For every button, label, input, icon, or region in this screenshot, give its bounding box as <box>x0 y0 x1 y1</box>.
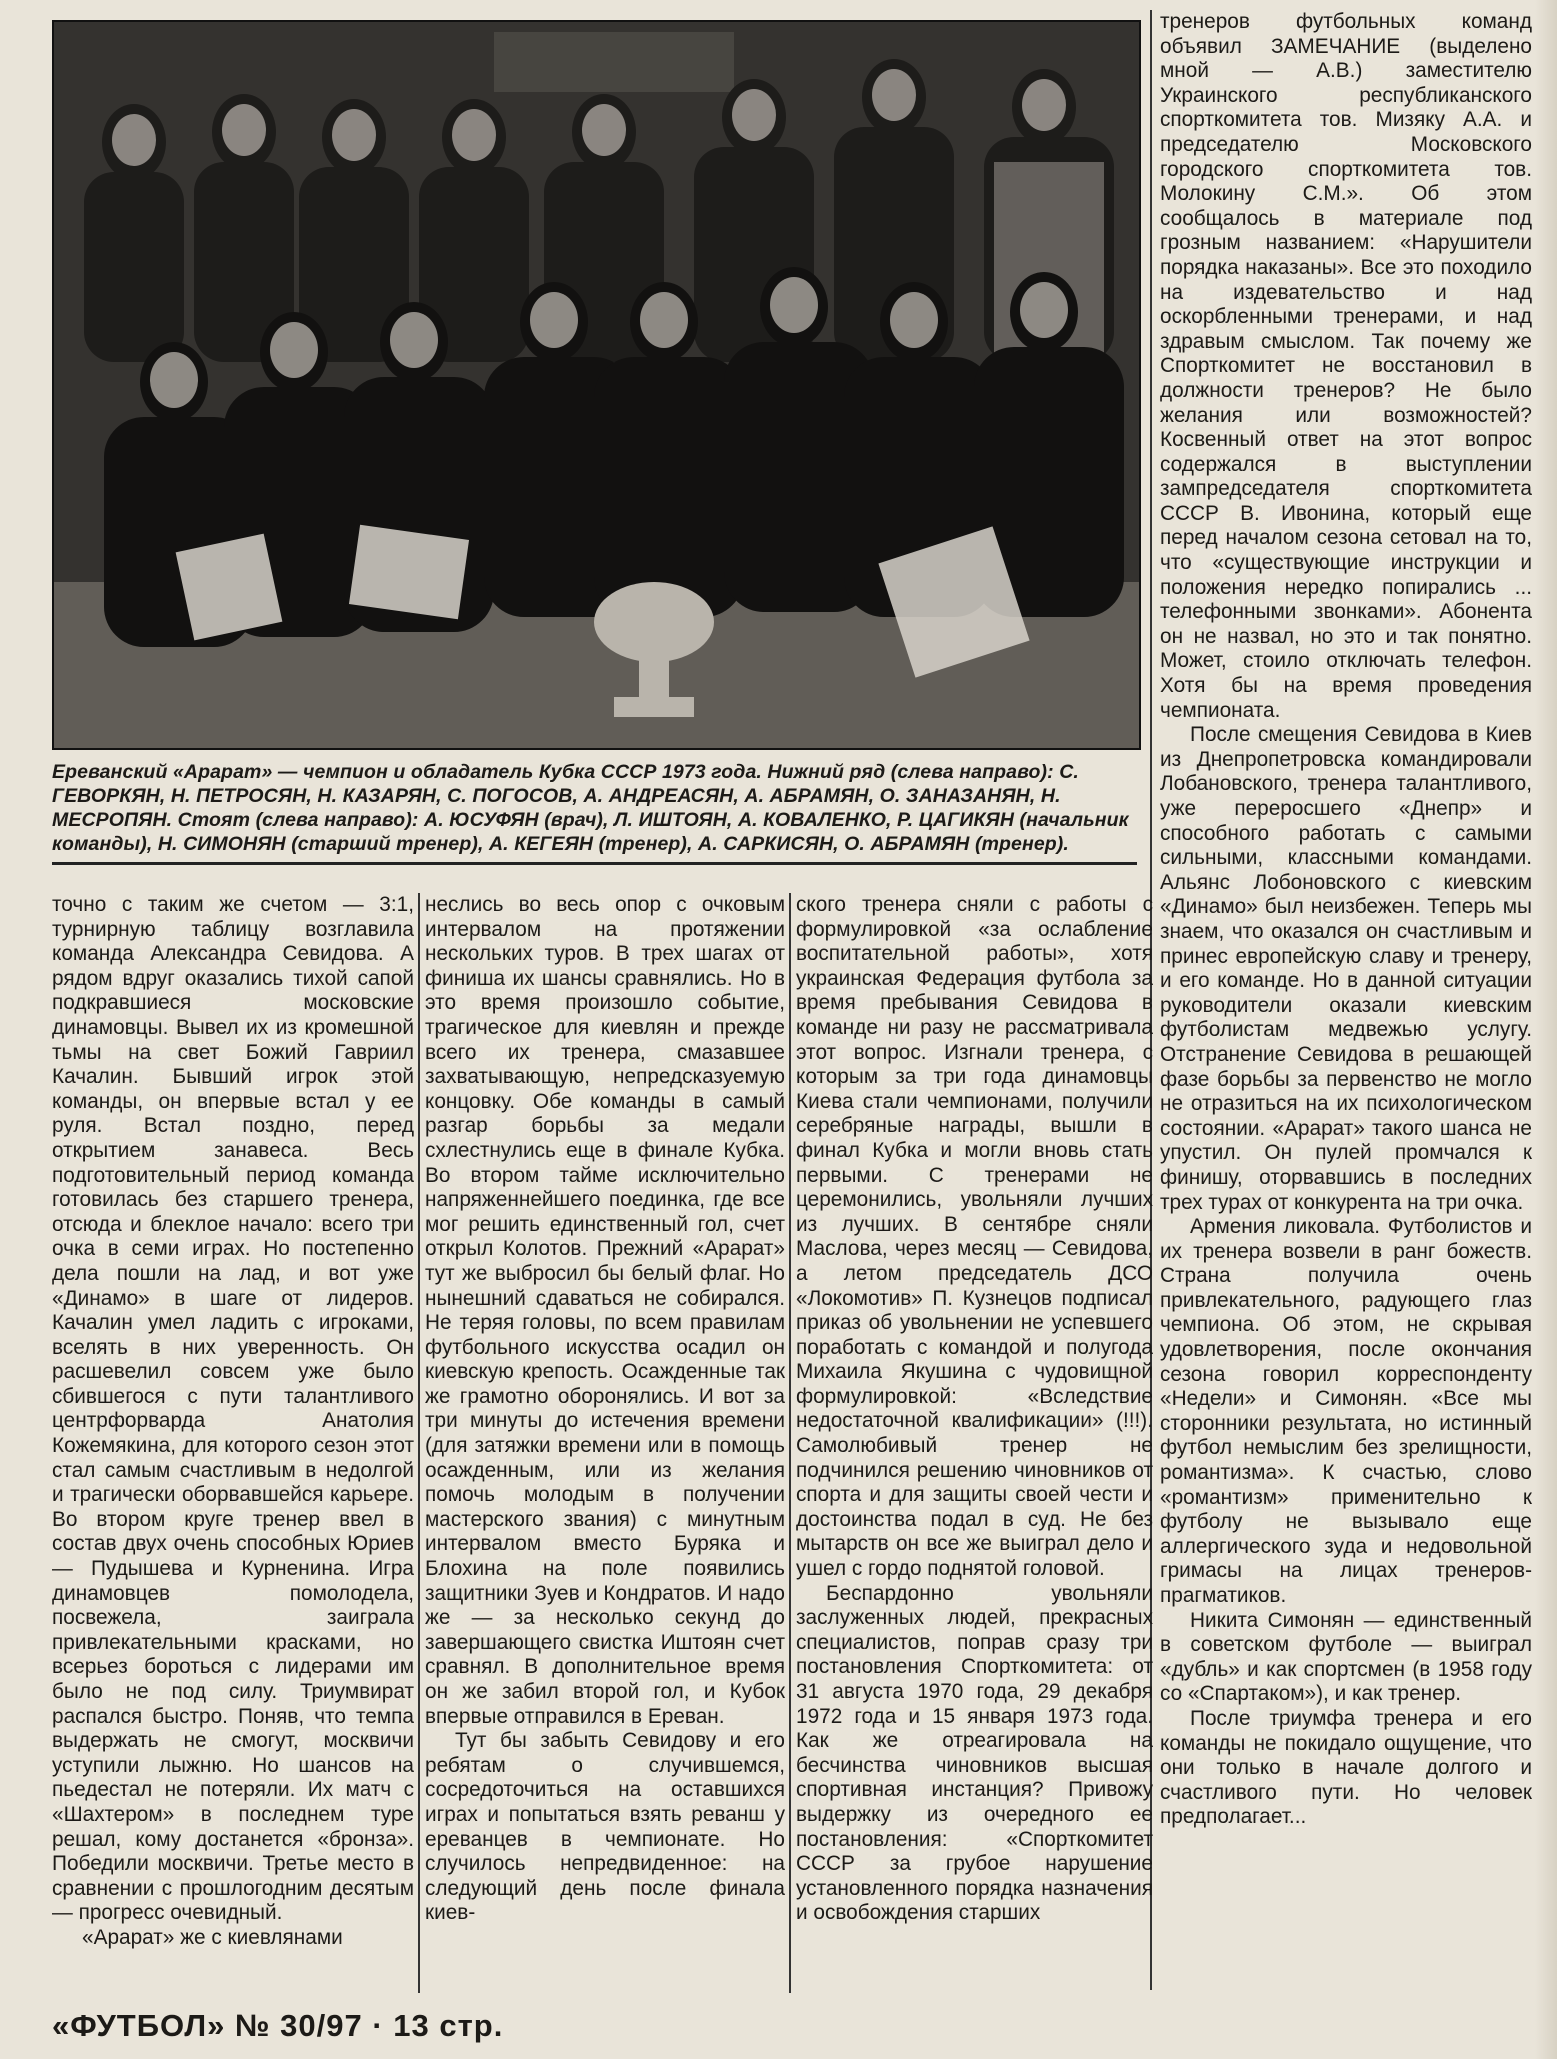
article-column-right <box>1160 10 1532 1830</box>
paragraph: Тут бы забыть Севидову и его ребятам о случившемся, сосредоточиться на оставшихся играх и попытаться взять реванш у ереванцев в чемпионате. Но случилось непредвиденное: на следующий день после финала киев- <box>425 1729 785 1925</box>
paragraph: «Арарат» же с киевлянами <box>82 1925 343 1949</box>
page-footer: «ФУТБОЛ» № 30/97 · 13 стр. <box>52 2008 504 2043</box>
photo-caption: Ереванский «Арарат» — чемпион и обладатель Кубка СССР 1973 года. Нижний ряд (слева направо): С. ГЕВОРКЯН, Н. ПЕТРОСЯН, Н. КАЗАРЯН, С. ПОГОСОВ, А. АНДРЕАСЯН, А. АБРАМЯН, О. ЗАНАЗАНЯН, Н. МЕСРОПЯН. Стоят (слева направо): А. ЮСУФЯН (врач), Л. ИШТОЯН, А. КОВАЛЕНКО, Р. ЦАГИКЯН (начальник команды), Н. СИМОНЯН (старший тренер), А. КЕГЕЯН (тренер), А. САРКИСЯН, О. АБРАМЯН (тренер). <box>52 761 1129 855</box>
paragraph: Никита Симонян — единственный в советском футболе — выиграл «дубль» и как спортсмен (в 1958 году со «Спартаком»), и как тренер. <box>1160 1608 1532 1706</box>
article-column-1 <box>52 893 414 1951</box>
paragraph: После смещения Севидова в Киев из Днепропетровска командировали Лобановского, тренера талантливого, уже переросшего «Днепр» и способного работать с самыми сильными, классными командами. Альянс Лобоновского с киевским «Динамо» был неизбежен. Теперь мы знаем, что оказался он счастливым и принес европейскую славу и тренеру, и его команде. Но в данной ситуации руководители оказали киевским футболистам медвежью услугу. Отстранение Севидова в решающей фазе борьбы за первенство не могло не отразиться на их психологическом состоянии. «Арарат» такого шанса не упустил. Он пулей промчался к финишу, оторвавшись в последних трех турах от конкурента на три очка. <box>1160 723 1532 1214</box>
team-photo-icon <box>54 22 1139 748</box>
article-column-2 <box>425 893 785 1926</box>
paragraph: ского тренера сняли с работы с формулировкой «за ослабление воспитательной работы», хотя украинская Федерация футбола за время пребывания Севидова в команде ни разу не рассматривала этот вопрос. Изгнали тренера, с которым за три года динамовцы Киева стали чемпионами, получили серебряные награды, вышли в финал Кубка и могли вновь стать первыми. С тренерами не церемонились, увольняли лучших из лучших. В сентябре сняли Маслова, через месяц — Севидова, а летом председатель ДСО «Локомотив» П. Кузнецов подписал приказ об увольнении не успевшего поработать с командой и полугода Михаила Якушина с чудовищной формулировкой: «Вследствие недостаточной квалификации» (!!!). Самолюбивый тренер не подчинился решению чиновников от спорта и для защиты своей чести и достоинства подал в суд. Не без мытарств он все же выиграл дело и ушел с гордо поднятой головой. <box>796 893 1153 1581</box>
paragraph: тренеров футбольных команд объявил ЗАМЕЧАНИЕ (выделено мной — А.В.) заместителю Украинского республиканского спорткомитета тов. Мизяку А.А. и председателю Московского городского спорткомитета тов. Молокину С.М.». Об этом сообщалось в материале под грозным названием: «Нарушители порядка наказаны». Все это походило на издевательство и над оскорбленными тренерами, и над здравым смыслом. Так почему же Спорткомитет не восстановил в должности тренеров? Не было желания или возможностей? Косвенный ответ на этот вопрос содержался в выступлении зампредседателя спорткомитета СССР В. Ивонина, который еще перед началом сезона сетовал на то, что «существующие инструкции и положения нередко попирались ... телефонными звонками». Абонента он не назвал, но это и так понятно. Может, стоило отключать телефон. Хотя бы на время проведения чемпионата. <box>1160 10 1532 722</box>
column-divider <box>789 893 791 1993</box>
paragraph: Беспардонно увольняли заслуженных людей, прекрасных специалистов, поправ сразу три постановления Спорткомитета: от 31 августа 1970 года, 29 декабря 1972 года и 15 января 1973 года. Как же отреагировала на бесчинства чиновников высшая спортивная инстанция? Привожу выдержку из очередного ее постановления: «Спорткомитет СССР за грубое нарушение установленного порядка назначения и освобождения старших <box>796 1581 1153 1925</box>
caption-divider <box>52 862 1137 865</box>
paragraph: После триумфа тренера и его команды не покидало ощущение, что они только в начале долгого и счастливого пути. Но человек предполагает... <box>1160 1706 1532 1829</box>
column-divider <box>418 893 420 1993</box>
page-edge <box>1535 0 1557 2059</box>
article-column-3 <box>796 893 1153 1926</box>
team-photo <box>52 20 1141 750</box>
paragraph: неслись во весь опор с очковым интервалом на протяжении нескольких туров. В трех шагах от финиша их шансы сравнялись. Но в это время произошло событие, трагическое для киевлян и прежде всего их тренера, смазавшее захватывающую, непредсказуемую концовку. Обе команды в самый разгар борьбы за медали схлестнулись еще в финале Кубка. Во втором тайме исключительно напряженнейшего поединка, где все мог решить единственный гол, счет открыл Колотов. Прежний «Арарат» тут же выбросил бы белый флаг. Но нынешний сдаваться не собирался. Не теряя головы, по всем правилам футбольного искусства осадил он киевскую крепость. Осажденные так же грамотно оборонялись. И вот за три минуты до истечения времени (для затяжки времени или в помощь осажденным, или из желания помочь молодым в получении мастерского звания) с минутным интервалом вместо Буряка и Блохина на поле появились защитники Зуев и Кондратов. И надо же — за несколько секунд до завершающего свистка Иштоян счет сравнял. В дополнительное время он же забил второй гол, и Кубок впервые отправился в Ереван. <box>425 893 785 1728</box>
paragraph: точно с таким же счетом — 3:1, турнирную таблицу возглавила команда Александра Севидова. А рядом вдруг оказались тихой сапой подкравшиеся московские динамовцы. Вывел их из кромешной тьмы на свет Божий Гавриил Качалин. Бывший игрок этой команды, он впервые встал у ее руля. Встал поздно, перед открытием занавеса. Весь подготовительный период команда готовилась без старшего тренера, отсюда и блеклое начало: всего три очка в семи играх. Но постепенно дела пошли на лад, и вот уже «Динамо» в шаге от лидеров. Качалин умел ладить с игроками, вселять в них уверенность. Он расшевелил совсем уже было сбившегося с пути талантливого центрфорварда Анатолия Кожемякина, для которого сезон этот стал самым счастливым в недолгой и трагически оборвавшейся карьере. Во втором круге тренер ввел в состав двух очень способных Юриев — Пудышева и Курненина. Игра динамовцев помолодела, посвежела, заиграла привлекательными красками, но всерьез бороться с лидерами им было не под силу. Триумвират распался быстро. Поняв, что темпа выдержать не смогут, москвичи уступили лыжню. Но шансов на пьедестал не потеряли. Их матч с «Шахтером» в последнем туре решал, кому достанется «бронза». Победили москвичи. Третье место в сравнении с прошлогодним десятым — прогресс очевидный. <box>52 893 414 1925</box>
paragraph: Армения ликовала. Футболистов и их тренера возвели в ранг божеств. Страна получила очень привлекательного, радующего глаз чемпиона. Об этом, не скрывая удовлетворения, после окончания сезона говорил корреспонденту «Недели» и Симонян. «Все мы сторонники результата, но истинный футбол немыслим без зрелищности, романтизма». К счастью, слово «романтизм» применительно к футболу не вызывало еще аллергического зуда и недовольной гримасы на лицах тренеров-прагматиков. <box>1160 1215 1532 1607</box>
